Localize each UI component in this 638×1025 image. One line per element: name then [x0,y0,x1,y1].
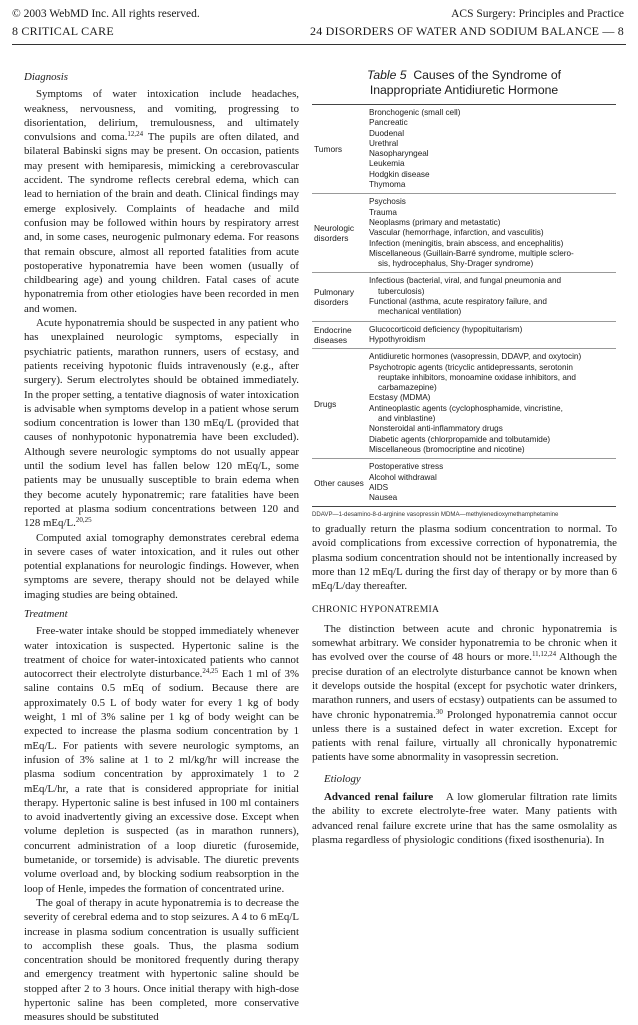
table-cell [367,149,616,159]
table-cell [367,139,616,149]
table-group-label: Neurologic disorders [314,223,355,244]
renal-failure-heading: Advanced renal failure [324,791,434,804]
table-cell [367,159,616,169]
table-cell-text: Postoperative stress [369,462,444,472]
table-group-items [367,322,616,349]
table-cell [367,208,616,218]
table-cell [367,129,616,139]
renal-failure-paragraph: Advanced renal failure A low glomerular filtration rate limits the ability to excrete electrolyte-free water. Many patients with advanced renal failure excrete urine that has the same osmolality as plasma regardless of physiologic conditions (fixed isosthenuria). In [312,791,617,846]
section-title: CRITICAL CARE [21,24,114,38]
reference-superscript: 11,12,24 [531,650,557,659]
chronic-hyponatremia-heading: CHRONIC HYPONATREMIA [312,604,440,616]
table-cell-text: Alcohol withdrawal [369,472,437,482]
table-5 [312,68,616,518]
table-row-group [312,273,616,321]
table-cell [367,352,616,362]
table-cell [367,462,616,472]
table-cell-text: AIDS [369,482,389,492]
table-cell-continuation: sis, hydrocephalus, Shy-Drager syndrome) [378,259,534,269]
table-cell-text: Nausea [369,493,398,503]
table-cell [367,435,616,445]
table-cell-text: Leukemia [369,159,405,169]
table-cell-text: Miscellaneous (Guillain-Barré syndrome, multiple sclero- [369,248,574,258]
right-column [312,522,617,847]
table-group-label: Tumors [314,144,343,155]
etiology-heading: Etiology [324,772,361,785]
table-row-group [312,322,616,350]
table-cell-continuation: reuptake inhibitors, monoamine oxidase inhibitors, and carbamazepine) [378,372,576,393]
table-cell [367,393,616,403]
table-cell [367,118,616,128]
table-label: Table 5 [367,68,407,82]
table-group-items [367,273,616,320]
table-cell-text: Hypothyroidism [369,334,426,344]
table-cell-continuation: mechanical ventilation) [378,307,462,317]
chapter-title: DISORDERS OF WATER AND SODIUM BALANCE [325,24,600,38]
table-group-label: Drugs [314,398,337,409]
diagnosis-heading: Diagnosis [24,71,68,83]
table-group-items [367,459,616,506]
table-group-label: Other causes [314,477,364,488]
table-cell-text: Infection (meningitis, brain abscess, and encephalitis) [369,238,564,248]
table-group-label: Pulmonary disorders [314,287,355,308]
table-body [312,105,616,507]
diagnosis-paragraph-1: Symptoms of water intoxication include headaches, weakness, nervousness, and vomiting, progressing to disorientation, delirium, tremulousness, and ultimately convulsions and coma.$^{12,24}$ The pupils are often dilated, and bilateral Babinski signs may be present. On occasion, patients may present with hemiparesis, mimicking a cerebrovascular accident. The syndrome reflects cerebral edema, which can lead to herniation of the brain and death. Clinical findings may emerge explosively. Complaints of headache and mild confusion may be followed within hours by respiratory arrest and, in some cases, neurogenic pulmonary edema. For reasons that remain obscure, almost all reported fatalities from acute postoperative hyponatremia have been women (usually of childbearing age) and young children. Fatal cases of acute hyponatremia from other etiologies have been recorded in men and women. [24,88,299,315]
continued-paragraph: to gradually return the plasma sodium concentration to normal. To avoid complications from excessive correction of hyponatremia, the plasma sodium concentration should not be intentionally increased by more than 12 mEq/L during the first day of therapy or by more than 6 mEq/L/day thereafter. [312,523,617,593]
table-cell-text: Urethral [369,138,399,148]
table-row-group [312,194,616,273]
table-cell-text: Pancreatic [369,118,408,128]
table-cell-text: Functional (asthma, acute respiratory failure, and [369,297,547,307]
table-cell [367,249,616,270]
table-title-line-2: Inappropriate Antidiuretic Hormone [369,83,559,97]
table-cell [367,325,616,335]
table-cell [367,239,616,249]
table-title-line-1: Causes of the Syndrome of [413,68,561,82]
table-cell-text: Diabetic agents (chlorpropamide and tolbutamide) [369,434,551,444]
table-cell-text: Infectious (bacterial, viral, and fungal pneumonia and [369,276,562,286]
table-cell-text: Antidiuretic hormones (vasopressin, DDAVP, and oxytocin) [369,352,582,362]
table-cell [367,473,616,483]
table-cell-text: Vascular (hemorrhage, infarction, and vasculitis) [369,228,544,238]
table-cell-text: Nonsteroidal anti-inflammatory drugs [369,424,503,434]
diagnosis-paragraph-3: Computed axial tomography demonstrates cerebral edema in severe cases of water intoxication, and it rules out other potential explanations for neurologic findings. However, when symptoms are severe, therapy should not be delayed while imaging studies are being obtained. [24,531,299,601]
reference-superscript: 20,25 [75,516,92,525]
table-cell [367,276,616,297]
reference-superscript: 12,24 [127,130,144,139]
reference-superscript: 24,25 [202,667,219,676]
section-number: 8 [12,24,19,38]
table-group-items [367,105,616,193]
table-cell-text: Ecstasy (MDMA) [369,393,431,403]
treatment-heading: Treatment [24,607,68,620]
table-cell [367,335,616,345]
table-cell [367,197,616,207]
table-group-items [367,194,616,272]
table-cell-text: Bronchogenic (small cell) [369,108,461,117]
table-cell-text: Glucocorticoid deficiency (hypopituitarism) [369,324,523,334]
table-cell [367,363,616,394]
chapter-number: 24 [310,24,323,38]
header-divider [12,44,626,45]
table-cell-text: Psychotropic agents (tricyclic antidepressants, serotonin [369,362,573,372]
table-cell-text: Neoplasms (primary and metastatic) [369,217,501,227]
page-number: — 8 [602,24,624,38]
table-row-group [312,349,616,459]
copyright-notice: © 2003 WebMD Inc. All rights reserved. [12,8,200,20]
table-cell [367,228,616,238]
table-cell [367,493,616,503]
table-cell-text: Nasopharyngeal [369,149,429,159]
table-cell [367,108,616,118]
chronic-paragraph-1: The distinction between acute and chronic hyponatremia is somewhat arbitrary. We consider hyponatremia to be chronic when it has evolved over the course of 48 hours or more.$^{11,12,24}$ Although the precise duration of an electrolyte disturbance cannot be known when it develops outside the hospital (except for psychotic water drinkers, marathon runners, and users of ecstasy) outpatients can be assumed to have chronic hyponatremia.$^{30}$ Prolonged hyponatremia cannot occur unless there is a sustained defect in water excretion. Except for patients with renal failure, virtually all chronically hyponatremic patients have some abnormality in vasopressin secretion. [312,622,617,764]
table-group-label: Endocrine diseases [314,324,352,345]
table-footnote: DDAVP—1-desamino-8-d-arginine vasopressin MDMA—methylenedioxymethamphetamine [312,511,559,519]
reference-superscript: 30 [435,707,443,716]
table-cell [367,445,616,455]
section-header [12,24,114,39]
table-cell-text: Duodenal [369,128,405,138]
table-cell [367,297,616,318]
table-cell [367,180,616,190]
treatment-paragraph-2: The goal of therapy in acute hyponatremia is to decrease the severity of cerebral edema and to stop seizures. A 4 to 6 mEq/L increase in plasma sodium concentration is usually sufficient to accomplish these goals. Thus, the plasma sodium concentration should be monitored frequently during therapy and emergency treatment with hypertonic saline should be stopped after 2 to 3 hours. Once initial therapy with high-dose hypertonic saline has been completed, more conservative measures should be substituted [24,896,299,1024]
treatment-paragraph-1: Free-water intake should be stopped immediately whenever water intoxication is suspected. Hypertonic saline is the treatment of choice for water-intoxicated patients who cannot autocorrect their electrolyte disturbance.$^{24,25}$ Each 1 ml of 3% saline contains 0.5 mEq of sodium. Because there are approximately 0.5 L of body water for every 1 kg of body weight, 1 ml of 3% saline per 1 kg of body weight can be expected to increase the plasma sodium concentration by 1 mEq/L. For patients with severe neurologic symptoms, an infusion of 3% saline at 1 to 2 ml/kg/hr will increase the plasma sodium concentration by approximately 1 to 2 mEq/L/hr, a rate that is considered appropriate for initial therapy. Hypertonic saline is best infused in 100 ml containers to avoid inadvertently giving an excessive dose. Except when volume depletion is suspected (as in marathon runners), concurrent administration of a loop diuretic (furosemide, bumetanide, or torsemide) is advisable. The diuretic prevents volume overload and, by blocking sodium reabsorption in the loop of Henle, impedes the formation of concentrated urine. [24,625,299,895]
table-cell [367,483,616,493]
left-column [24,70,299,1025]
table-group-items [367,349,616,458]
table-title [312,68,616,98]
table-cell-text: Miscellaneous (bromocriptine and nicotine) [369,444,525,454]
table-cell [367,404,616,425]
table-cell-text: Psychosis [369,197,406,207]
diagnosis-paragraph-2: Acute hyponatremia should be suspected in any patient who has unexplained neurologic symptoms, especially in psychiatric patients, marathon runners, users of ecstasy, and patients receiving hypotonic fluids intravenously (e.g., after surgery). Serum electrolytes should be obtained immediately. In the proper setting, a tentative diagnosis of water intoxication is advisable when symptoms develop in a patient whose serum sodium concentration is lower than 130 mEq/L (provided that causes of nonhypotonic hyponatremia have been excluded). Although severe neurologic symptoms do not usually appear until the sodium level has fallen below 120 mEq/L, some patients may be unusually susceptible to brain edema when they become acutely hyponatremic; rare fatalities have been reported at plasma sodium concentrations between 120 and 128 mEq/L.$^{20,25}$ [24,317,299,530]
table-cell [367,170,616,180]
table-cell-text: Antineoplastic agents (cyclophosphamide, vincristine, [369,403,563,413]
chapter-header [310,24,624,39]
table-cell-text: Thymoma [369,180,406,190]
book-title: ACS Surgery: Principles and Practice [451,8,624,20]
table-cell [367,424,616,434]
table-row-group [312,459,616,507]
table-row-group [312,105,616,194]
table-cell-continuation: tuberculosis) [378,286,425,296]
table-cell-continuation: and vinblastine) [378,414,436,424]
table-cell-text: Hodgkin disease [369,169,430,179]
table-cell [367,218,616,228]
table-cell-text: Trauma [369,207,397,217]
